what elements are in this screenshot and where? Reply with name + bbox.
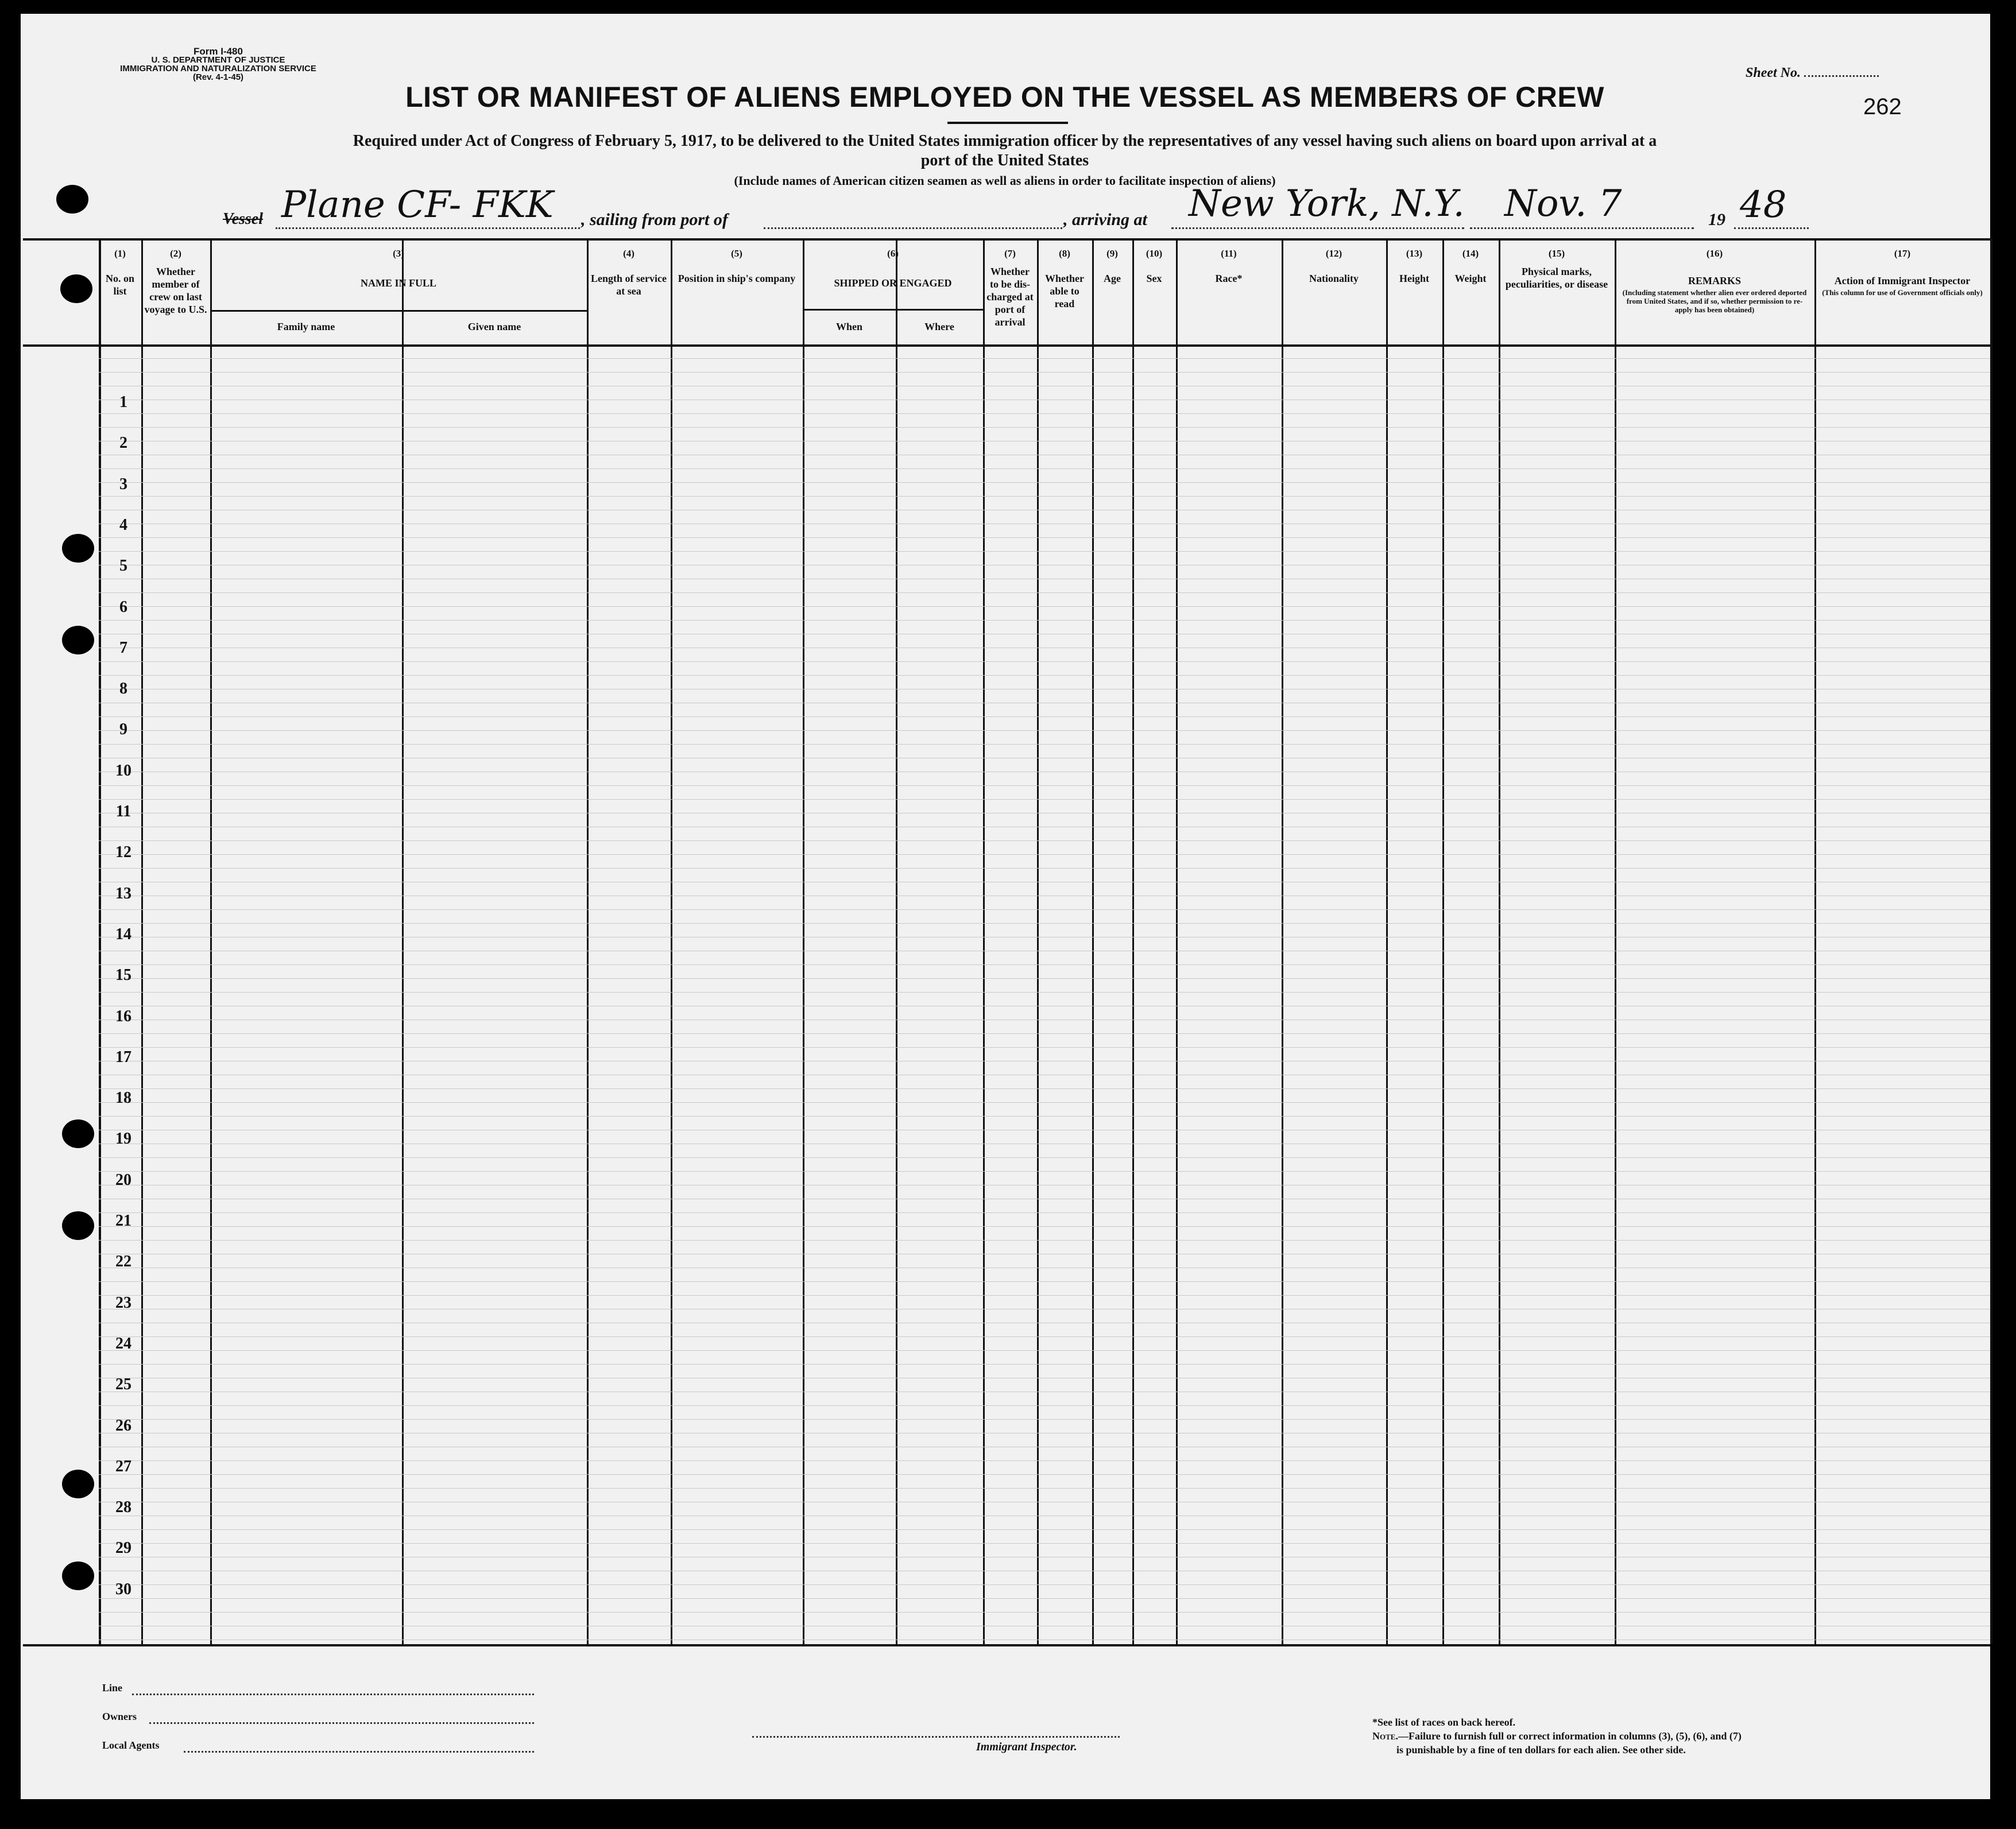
table-top-border (23, 238, 1990, 241)
sheet-no (1746, 65, 1879, 81)
ruled-line (99, 1295, 1990, 1296)
title-underline (947, 122, 1068, 124)
ruled-line (99, 482, 1990, 483)
punch-hole (56, 185, 88, 214)
ruled-line (99, 1033, 1990, 1034)
column-label: Sex (1146, 273, 1162, 284)
row-number: 30 (115, 1580, 131, 1598)
year-prefix: 19 (1708, 210, 1725, 229)
row-number: 21 (115, 1212, 131, 1230)
ruled-line (99, 1102, 1990, 1103)
column-label: SHIPPED OR ENGAGED (834, 277, 952, 289)
column-number: (5) (731, 248, 742, 259)
ruled-line (99, 1419, 1990, 1420)
ruled-line (99, 1212, 1990, 1213)
punch-hole (62, 626, 94, 654)
ruled-line (99, 992, 1990, 993)
vessel-value: Plane CF- FKK (281, 184, 554, 226)
races-note: *See list of races on back hereof. (1372, 1716, 1516, 1728)
column-label: Whether member of crew on last voyage to U.S. (144, 266, 207, 315)
column-label: NAME IN FULL (360, 277, 436, 289)
ruled-line (99, 978, 1990, 979)
column-number: (15) (1548, 248, 1565, 259)
column-sublabel: Given name (467, 321, 521, 332)
header-bottom-border (23, 344, 1990, 347)
ruled-line (99, 730, 1990, 731)
column-number: (1) (114, 248, 126, 259)
ruled-line (99, 716, 1990, 717)
ruled-line (99, 537, 1990, 538)
year-dotted-line (1734, 227, 1809, 229)
inspector-dotted (752, 1736, 1120, 1738)
ruled-line (99, 744, 1990, 745)
ruled-line (99, 1612, 1990, 1613)
row-number: 10 (115, 761, 131, 780)
column-number: (6) (887, 248, 899, 259)
form-id-block (103, 47, 333, 82)
agents-dotted (184, 1751, 534, 1753)
ruled-line (99, 606, 1990, 607)
arriving-label: , arriving at (1063, 210, 1147, 229)
arriving-value: New York, N.Y. (1189, 183, 1465, 225)
column-label: Age (1104, 273, 1121, 284)
ruled-line (99, 1364, 1990, 1365)
column-label: Action of Immigrant Inspector (1834, 275, 1971, 286)
ruled-line (99, 427, 1990, 428)
row-number: 20 (115, 1171, 131, 1189)
ruled-line (99, 551, 1990, 552)
inspector-label: Immigrant Inspector. (976, 1741, 1077, 1753)
column-label: Length of service at sea (591, 273, 667, 297)
sailing-label: , sailing from port of (581, 210, 728, 229)
ruled-line (99, 1350, 1990, 1351)
row-number: 22 (115, 1253, 131, 1271)
punch-hole (62, 1561, 94, 1590)
ruled-line (99, 372, 1990, 373)
column-note: (Including statement whether alien ever ordered deported from United States, and if so, whether permission to re-apply has been obtained) (1622, 288, 1807, 314)
column-rule (1990, 238, 1992, 1644)
ruled-line (99, 1281, 1990, 1282)
row-number: 12 (115, 843, 131, 862)
column-label: Position in ship's company (678, 273, 796, 284)
column-label: Nationality (1309, 273, 1359, 284)
department-name: U. S. DEPARTMENT OF JUSTICE (151, 55, 285, 65)
row-number: 15 (115, 966, 131, 985)
row-number: 14 (115, 925, 131, 943)
service-name: IMMIGRATION AND NATURALIZATION SERVICE (120, 64, 316, 73)
date-value: Nov. 7 (1504, 183, 1622, 225)
ruled-line (99, 1116, 1990, 1117)
ruled-line (99, 1405, 1990, 1406)
ruled-line (99, 1171, 1990, 1172)
row-number: 28 (115, 1498, 131, 1517)
note-text-1: —Failure to furnish full or correct information in columns (3), (5), (6), and (7) (1398, 1730, 1742, 1742)
date-dotted-line (1470, 227, 1694, 229)
ruled-line (99, 1529, 1990, 1530)
column-number: (14) (1462, 248, 1479, 259)
column-number: (17) (1894, 248, 1911, 259)
row-number: 23 (115, 1293, 131, 1312)
sailing-dotted-line (764, 227, 1062, 229)
ruled-line (99, 909, 1990, 910)
row-number: 9 (119, 720, 127, 739)
ruled-line (99, 496, 1990, 497)
column-number: (16) (1706, 248, 1723, 259)
shipped-subheader-line (803, 309, 983, 311)
page-title: LIST OR MANIFEST OF ALIENS EMPLOYED ON THE VESSEL AS MEMBERS OF CREW (405, 81, 1604, 113)
column-number: (9) (1106, 248, 1118, 259)
sheet-no-label: Sheet No. (1746, 65, 1801, 80)
ruled-line (99, 868, 1990, 869)
year-value: 48 (1740, 184, 1787, 226)
column-label: Physical marks, peculiarities, or disease (1505, 266, 1608, 290)
punch-hole (62, 1470, 94, 1498)
column-label: Race* (1215, 273, 1243, 284)
row-number: 2 (119, 434, 127, 452)
ruled-line (99, 1584, 1990, 1585)
arriving-dotted-line (1171, 227, 1464, 229)
column-number: (3) (393, 248, 404, 259)
row-number: 3 (119, 475, 127, 493)
row-number: 16 (115, 1007, 131, 1025)
column-sublabel: Where (924, 321, 954, 332)
row-number: 29 (115, 1539, 131, 1557)
row-number: 13 (115, 884, 131, 902)
row-number: 17 (115, 1048, 131, 1066)
column-label: No. on list (105, 273, 134, 297)
column-label: REMARKS (1688, 275, 1741, 286)
ruled-line (99, 1226, 1990, 1227)
column-number: (10) (1146, 248, 1163, 259)
column-label: Height (1399, 273, 1429, 284)
ruled-line (99, 1336, 1990, 1337)
column-label: Weight (1454, 273, 1487, 284)
subtitle-line2: port of the United States (920, 152, 1089, 169)
ruled-line (99, 1047, 1990, 1048)
form-number: Form I-480 (194, 46, 243, 57)
row-number: 19 (115, 1130, 131, 1148)
column-sublabel: Family name (277, 321, 335, 332)
row-number: 24 (115, 1334, 131, 1353)
vessel-label: Vessel (223, 210, 263, 228)
ruled-line (99, 1488, 1990, 1489)
ruled-line (99, 1460, 1990, 1461)
ruled-line (99, 620, 1990, 621)
column-number: (7) (1004, 248, 1016, 259)
column-number: (4) (623, 248, 634, 259)
ruled-line (99, 358, 1990, 359)
ruled-line (99, 785, 1990, 786)
column-label: Whether able to read (1045, 273, 1084, 309)
punch-hole (62, 1119, 94, 1148)
column-number: (8) (1059, 248, 1070, 259)
column-number: (2) (170, 248, 181, 259)
ruled-line (99, 840, 1990, 841)
row-number: 11 (115, 803, 131, 820)
subtitle-note: (Include names of American citizen seamen as well as aliens in order to facilitate inspection of aliens) (734, 173, 1276, 188)
row-number: 25 (115, 1375, 131, 1394)
revision-date: (Rev. 4-1-45) (192, 72, 244, 82)
ruled-line (99, 1474, 1990, 1475)
subtitle-line1: Required under Act of Congress of February 5, 1917, to be delivered to the United States immigration officer by the representatives of any vessel having such aliens on board upon arrival at a (353, 132, 1657, 150)
owners-dotted (149, 1722, 534, 1724)
penalty-note (1372, 1730, 1742, 1742)
punch-hole (60, 274, 92, 303)
ruled-line (99, 1240, 1990, 1241)
row-number: 4 (119, 516, 127, 534)
owners-label: Owners (102, 1711, 137, 1722)
ruled-line (99, 1157, 1990, 1158)
row-number: 26 (115, 1416, 131, 1435)
row-number: 6 (119, 598, 127, 616)
ruled-line (99, 675, 1990, 676)
column-number: (13) (1406, 248, 1423, 259)
punch-hole (62, 1211, 94, 1240)
ruled-line (99, 1088, 1990, 1089)
ruled-line (99, 1598, 1990, 1599)
table-bottom-border (23, 1644, 1990, 1646)
ruled-line (99, 799, 1990, 800)
ruled-line (99, 592, 1990, 593)
line-dotted (132, 1694, 534, 1695)
note-label: Note. (1372, 1730, 1398, 1742)
ruled-line (99, 661, 1990, 662)
row-number: 27 (115, 1457, 131, 1475)
row-number: 5 (119, 557, 127, 575)
name-subheader-line (210, 310, 587, 312)
row-number: 1 (119, 393, 127, 411)
ruled-line (99, 1543, 1990, 1544)
row-number: 8 (119, 680, 127, 698)
column-number: (11) (1221, 248, 1237, 259)
page-number: 262 (1863, 94, 1902, 119)
ruled-line (99, 923, 1990, 924)
column-label: Whether to be dis-charged at port of arrival (986, 266, 1034, 328)
ruled-line (99, 413, 1990, 414)
column-number: (12) (1325, 248, 1342, 259)
ruled-line (99, 468, 1990, 469)
row-number: 18 (115, 1089, 131, 1107)
ruled-line (99, 854, 1990, 855)
line-label: Line (102, 1682, 123, 1694)
row-number: 7 (119, 638, 127, 657)
vessel-dotted-line (276, 227, 580, 229)
column-sublabel: When (835, 321, 862, 332)
ruled-line (99, 964, 1990, 965)
penalty-note-cont: is punishable by a fine of ten dollars for each alien. See other side. (1396, 1744, 1686, 1756)
punch-hole (62, 534, 94, 563)
column-note: (This column for use of Government officials only) (1822, 288, 1983, 297)
agents-label: Local Agents (102, 1739, 160, 1751)
